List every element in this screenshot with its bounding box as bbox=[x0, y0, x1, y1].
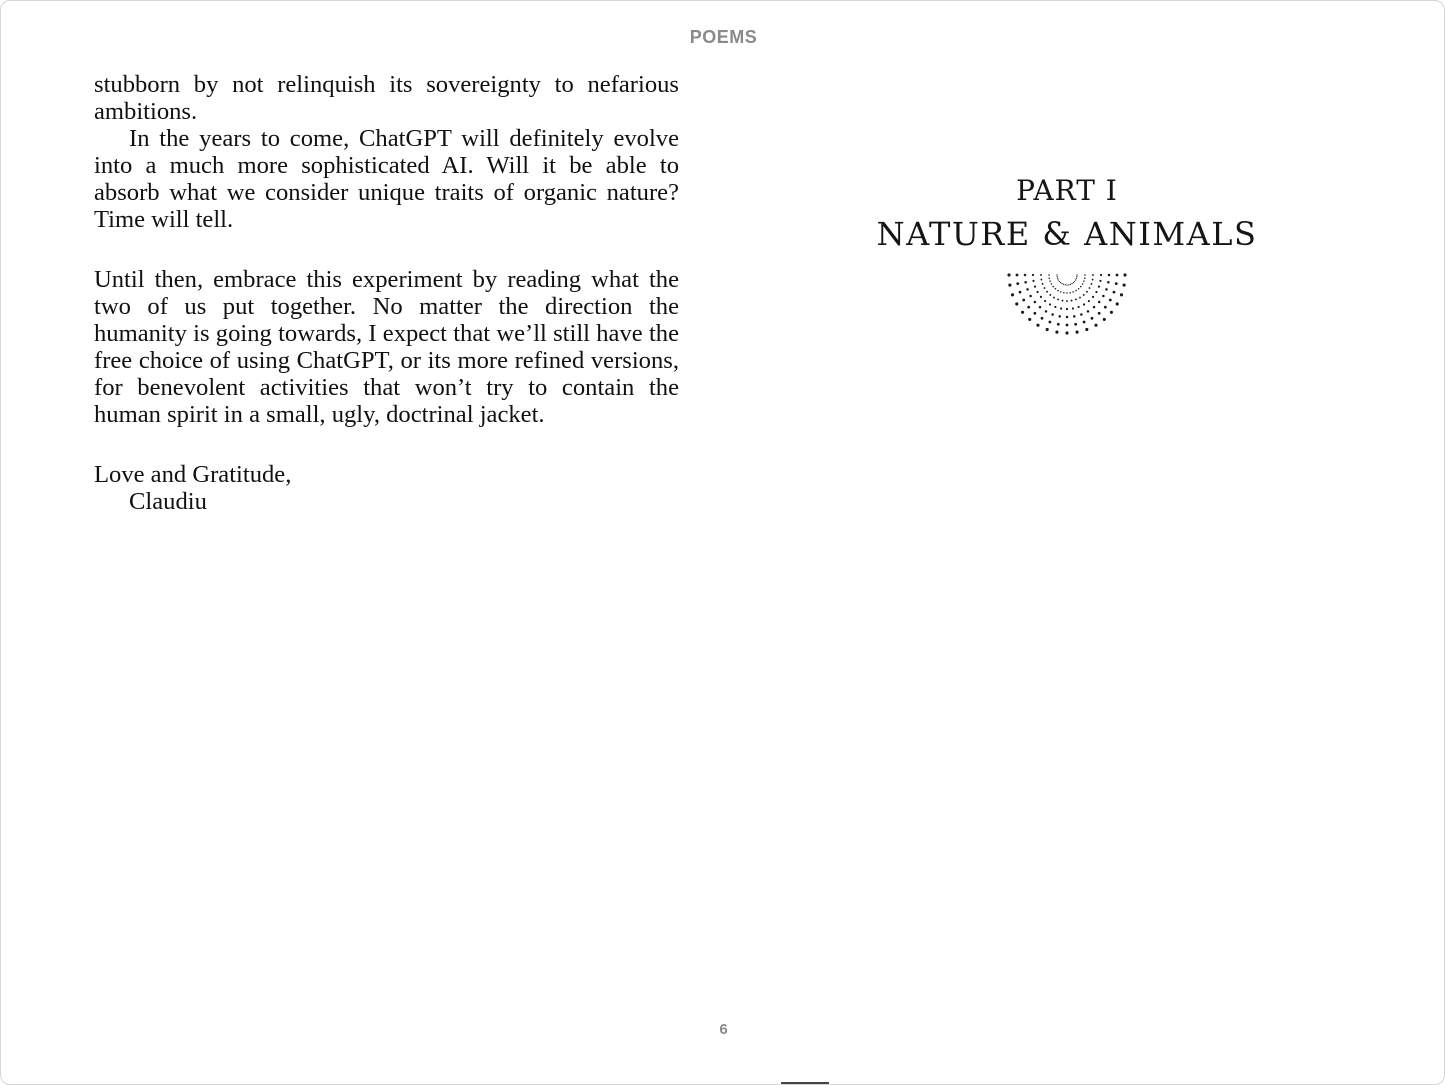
ornament-dot bbox=[1042, 283, 1044, 285]
ornament-dot bbox=[1048, 274, 1050, 276]
ornament-dot bbox=[1075, 279, 1076, 280]
ornament-dot bbox=[1123, 284, 1126, 287]
paragraph: Until then, embrace this experiment by reading what the two of us put together. No matter the direction the humanity is going towards, I expect that we’ll still have the free choice of using ChatGPT, or its more refined versions, for benevolent activities that won’t try to contain the human spirit in a small, ugly, doctrinal jacket. bbox=[94, 266, 679, 428]
ornament-dot bbox=[1053, 297, 1055, 299]
ornament-dot bbox=[1123, 273, 1126, 276]
ornament-dot bbox=[1058, 279, 1059, 280]
ornament-dot bbox=[1080, 313, 1083, 316]
ornament-dot bbox=[1110, 311, 1113, 314]
ornament-dot bbox=[1074, 323, 1077, 326]
ornament-dot bbox=[1061, 283, 1062, 284]
ornament-dot bbox=[1049, 280, 1051, 282]
next-page-bleed bbox=[781, 1075, 1301, 1085]
ornament-dot bbox=[1072, 307, 1074, 309]
ornament-dot bbox=[1072, 291, 1074, 293]
ornament-dot bbox=[1083, 321, 1086, 324]
ornament-dot bbox=[1078, 306, 1080, 308]
ornament-dot bbox=[1027, 306, 1030, 309]
ornament-dot bbox=[1094, 324, 1097, 327]
ornament-dot bbox=[1082, 283, 1084, 285]
ornament-dot bbox=[1059, 281, 1060, 282]
ornament-dot bbox=[1063, 284, 1064, 285]
ornament-dot bbox=[1062, 300, 1064, 302]
ornament-dot bbox=[1054, 306, 1056, 308]
ornament-dot bbox=[1015, 302, 1018, 305]
ornament-dot bbox=[1026, 288, 1029, 291]
ornament-dot bbox=[1100, 274, 1102, 276]
ornament-dot bbox=[1084, 277, 1086, 279]
ornament-dot bbox=[1069, 292, 1071, 294]
ornament-dot bbox=[1057, 278, 1058, 279]
ornament-dot bbox=[1049, 277, 1051, 279]
ornament-dot bbox=[1028, 318, 1031, 321]
ornament-dot bbox=[1048, 321, 1051, 324]
ornament-dot bbox=[1088, 300, 1090, 302]
ornament-dot bbox=[1063, 292, 1065, 294]
left-page bbox=[94, 71, 679, 515]
ornament-dot bbox=[1022, 299, 1025, 302]
ornament-dot bbox=[1087, 310, 1090, 313]
ornament-dot bbox=[1016, 274, 1019, 277]
ornament-dot bbox=[1071, 283, 1072, 284]
ornament-dot bbox=[1055, 331, 1058, 334]
ornament-dot bbox=[1116, 274, 1119, 277]
ornament-dot bbox=[1049, 303, 1051, 305]
ornament-dot bbox=[1040, 274, 1042, 276]
paragraph: In the years to come, ChatGPT will definitely evolve into a much more sophisticated AI. Will it be able to absorb what we consider unique traits of organic nature? Time will tell. bbox=[94, 125, 679, 233]
ornament-dot bbox=[1091, 283, 1093, 285]
ornament-dot bbox=[1113, 291, 1116, 294]
book-title: POEMS bbox=[689, 27, 758, 47]
paragraph: stubborn by not relinquish its sovereignty to nefarious ambitions. bbox=[94, 71, 679, 125]
ornament-dot bbox=[1041, 317, 1044, 320]
ornament-dot bbox=[1089, 287, 1091, 289]
ornament-dot bbox=[1066, 316, 1069, 319]
ornament-dot bbox=[1084, 274, 1086, 276]
part-title: NATURE & ANIMALS bbox=[876, 215, 1258, 253]
ornament-dot bbox=[1075, 290, 1077, 292]
ornament-dot bbox=[1120, 293, 1123, 296]
ornament-dot bbox=[1076, 278, 1077, 279]
ornament-dot bbox=[1066, 284, 1067, 285]
ornament-dot bbox=[1024, 281, 1027, 284]
closing-line: Love and Gratitude, bbox=[94, 461, 292, 488]
ornament-dot bbox=[1071, 300, 1073, 302]
ornament-dot bbox=[1060, 307, 1062, 309]
ornament-dot bbox=[1086, 291, 1088, 293]
ornament-dot bbox=[1066, 324, 1069, 327]
ornament-dot bbox=[1098, 312, 1101, 315]
ornament-dot bbox=[1057, 276, 1058, 277]
ornament-dot bbox=[1092, 279, 1094, 281]
ornament-dot bbox=[1076, 274, 1077, 275]
ornament-dot bbox=[1032, 280, 1034, 282]
page-number: 6 bbox=[719, 1021, 728, 1038]
ornament-dot bbox=[1066, 300, 1068, 302]
ornament-dot bbox=[1046, 328, 1049, 331]
ornament-dot bbox=[1091, 317, 1094, 320]
ornament-dot bbox=[1046, 291, 1048, 293]
ornament-dot bbox=[1083, 280, 1085, 282]
right-page bbox=[741, 171, 1393, 339]
ornament-dot bbox=[1055, 288, 1057, 290]
ornament-dot bbox=[1085, 328, 1088, 331]
ornament-dot bbox=[1076, 331, 1079, 334]
ornament-dot bbox=[1008, 284, 1011, 287]
ornament-dot bbox=[1052, 286, 1054, 288]
ornament-dot bbox=[1083, 303, 1085, 305]
ornament-dot bbox=[1036, 324, 1039, 327]
ornament-dot bbox=[1109, 299, 1112, 302]
ornament-dot bbox=[1103, 318, 1106, 321]
ornament-dot bbox=[1040, 279, 1042, 281]
part-label: PART I bbox=[1016, 174, 1118, 207]
ornament-dot bbox=[1116, 302, 1119, 305]
ornament-dot bbox=[1036, 291, 1038, 293]
ornament-dot bbox=[1065, 331, 1068, 334]
ornament-dot bbox=[1095, 291, 1097, 293]
signoff bbox=[94, 461, 679, 515]
ornament-dot bbox=[1068, 284, 1069, 285]
ornament-dot bbox=[1108, 274, 1111, 277]
ornament-dot bbox=[1032, 274, 1034, 276]
ornament-dot bbox=[1060, 291, 1062, 293]
ornament-dot bbox=[1044, 287, 1046, 289]
ornament-dot bbox=[1093, 306, 1096, 309]
ornament-dot bbox=[1102, 295, 1105, 298]
ornament-dot bbox=[1074, 281, 1075, 282]
ornament-dot bbox=[1045, 310, 1048, 313]
ornament-dot bbox=[1039, 306, 1042, 309]
ornament-dot bbox=[1115, 282, 1118, 285]
ornament-dot bbox=[1034, 301, 1037, 304]
ornament-dot bbox=[1075, 299, 1077, 301]
ornament-dot bbox=[1066, 308, 1068, 310]
ornament-dot bbox=[1024, 274, 1027, 277]
ornament-dot bbox=[1098, 286, 1100, 288]
ornament-dot bbox=[1078, 288, 1080, 290]
ornament-dot bbox=[1107, 281, 1110, 284]
ornament-dot bbox=[1021, 311, 1024, 314]
ornament-dot bbox=[1099, 280, 1101, 282]
ornament-dot bbox=[1057, 299, 1059, 301]
ornament-dot bbox=[1057, 290, 1059, 292]
ornament-dot bbox=[1056, 274, 1057, 275]
ornament-dot bbox=[1083, 294, 1085, 296]
ornament-dot bbox=[1098, 301, 1101, 304]
ornament-dot bbox=[1060, 282, 1061, 283]
ornament-dot bbox=[1065, 284, 1066, 285]
signature-name: Claudiu bbox=[129, 488, 207, 515]
ornament-dot bbox=[1029, 295, 1032, 298]
ornament-dot bbox=[1105, 288, 1108, 291]
ornament-dot bbox=[1104, 306, 1107, 309]
ornament-dot bbox=[1033, 312, 1036, 315]
ornament-dot bbox=[1034, 286, 1036, 288]
ornament-dot bbox=[1058, 315, 1061, 318]
ornament-dot bbox=[1007, 273, 1010, 276]
ornament-dot bbox=[1073, 315, 1076, 318]
ornament-dot bbox=[1051, 313, 1054, 316]
ornament-dot bbox=[1057, 323, 1060, 326]
ornament-dot bbox=[1092, 296, 1094, 298]
ornament-dot bbox=[1080, 286, 1082, 288]
ornament-dot bbox=[1011, 293, 1014, 296]
dotted-sunburst-icon bbox=[1005, 271, 1129, 339]
ornament-dot bbox=[1073, 282, 1074, 283]
ornament-dot bbox=[1092, 274, 1094, 276]
ornament-dot bbox=[1051, 283, 1053, 285]
ornament-dot bbox=[1079, 297, 1081, 299]
ornament-dot bbox=[1066, 292, 1068, 294]
ornament-dot bbox=[1016, 282, 1019, 285]
ornament-dot bbox=[1044, 300, 1046, 302]
ornament-dot bbox=[1070, 284, 1071, 285]
ornament-dot bbox=[1019, 291, 1022, 294]
ornament-dot bbox=[1040, 296, 1042, 298]
ornament-dot bbox=[1049, 294, 1051, 296]
ornament-dot bbox=[1076, 276, 1077, 277]
